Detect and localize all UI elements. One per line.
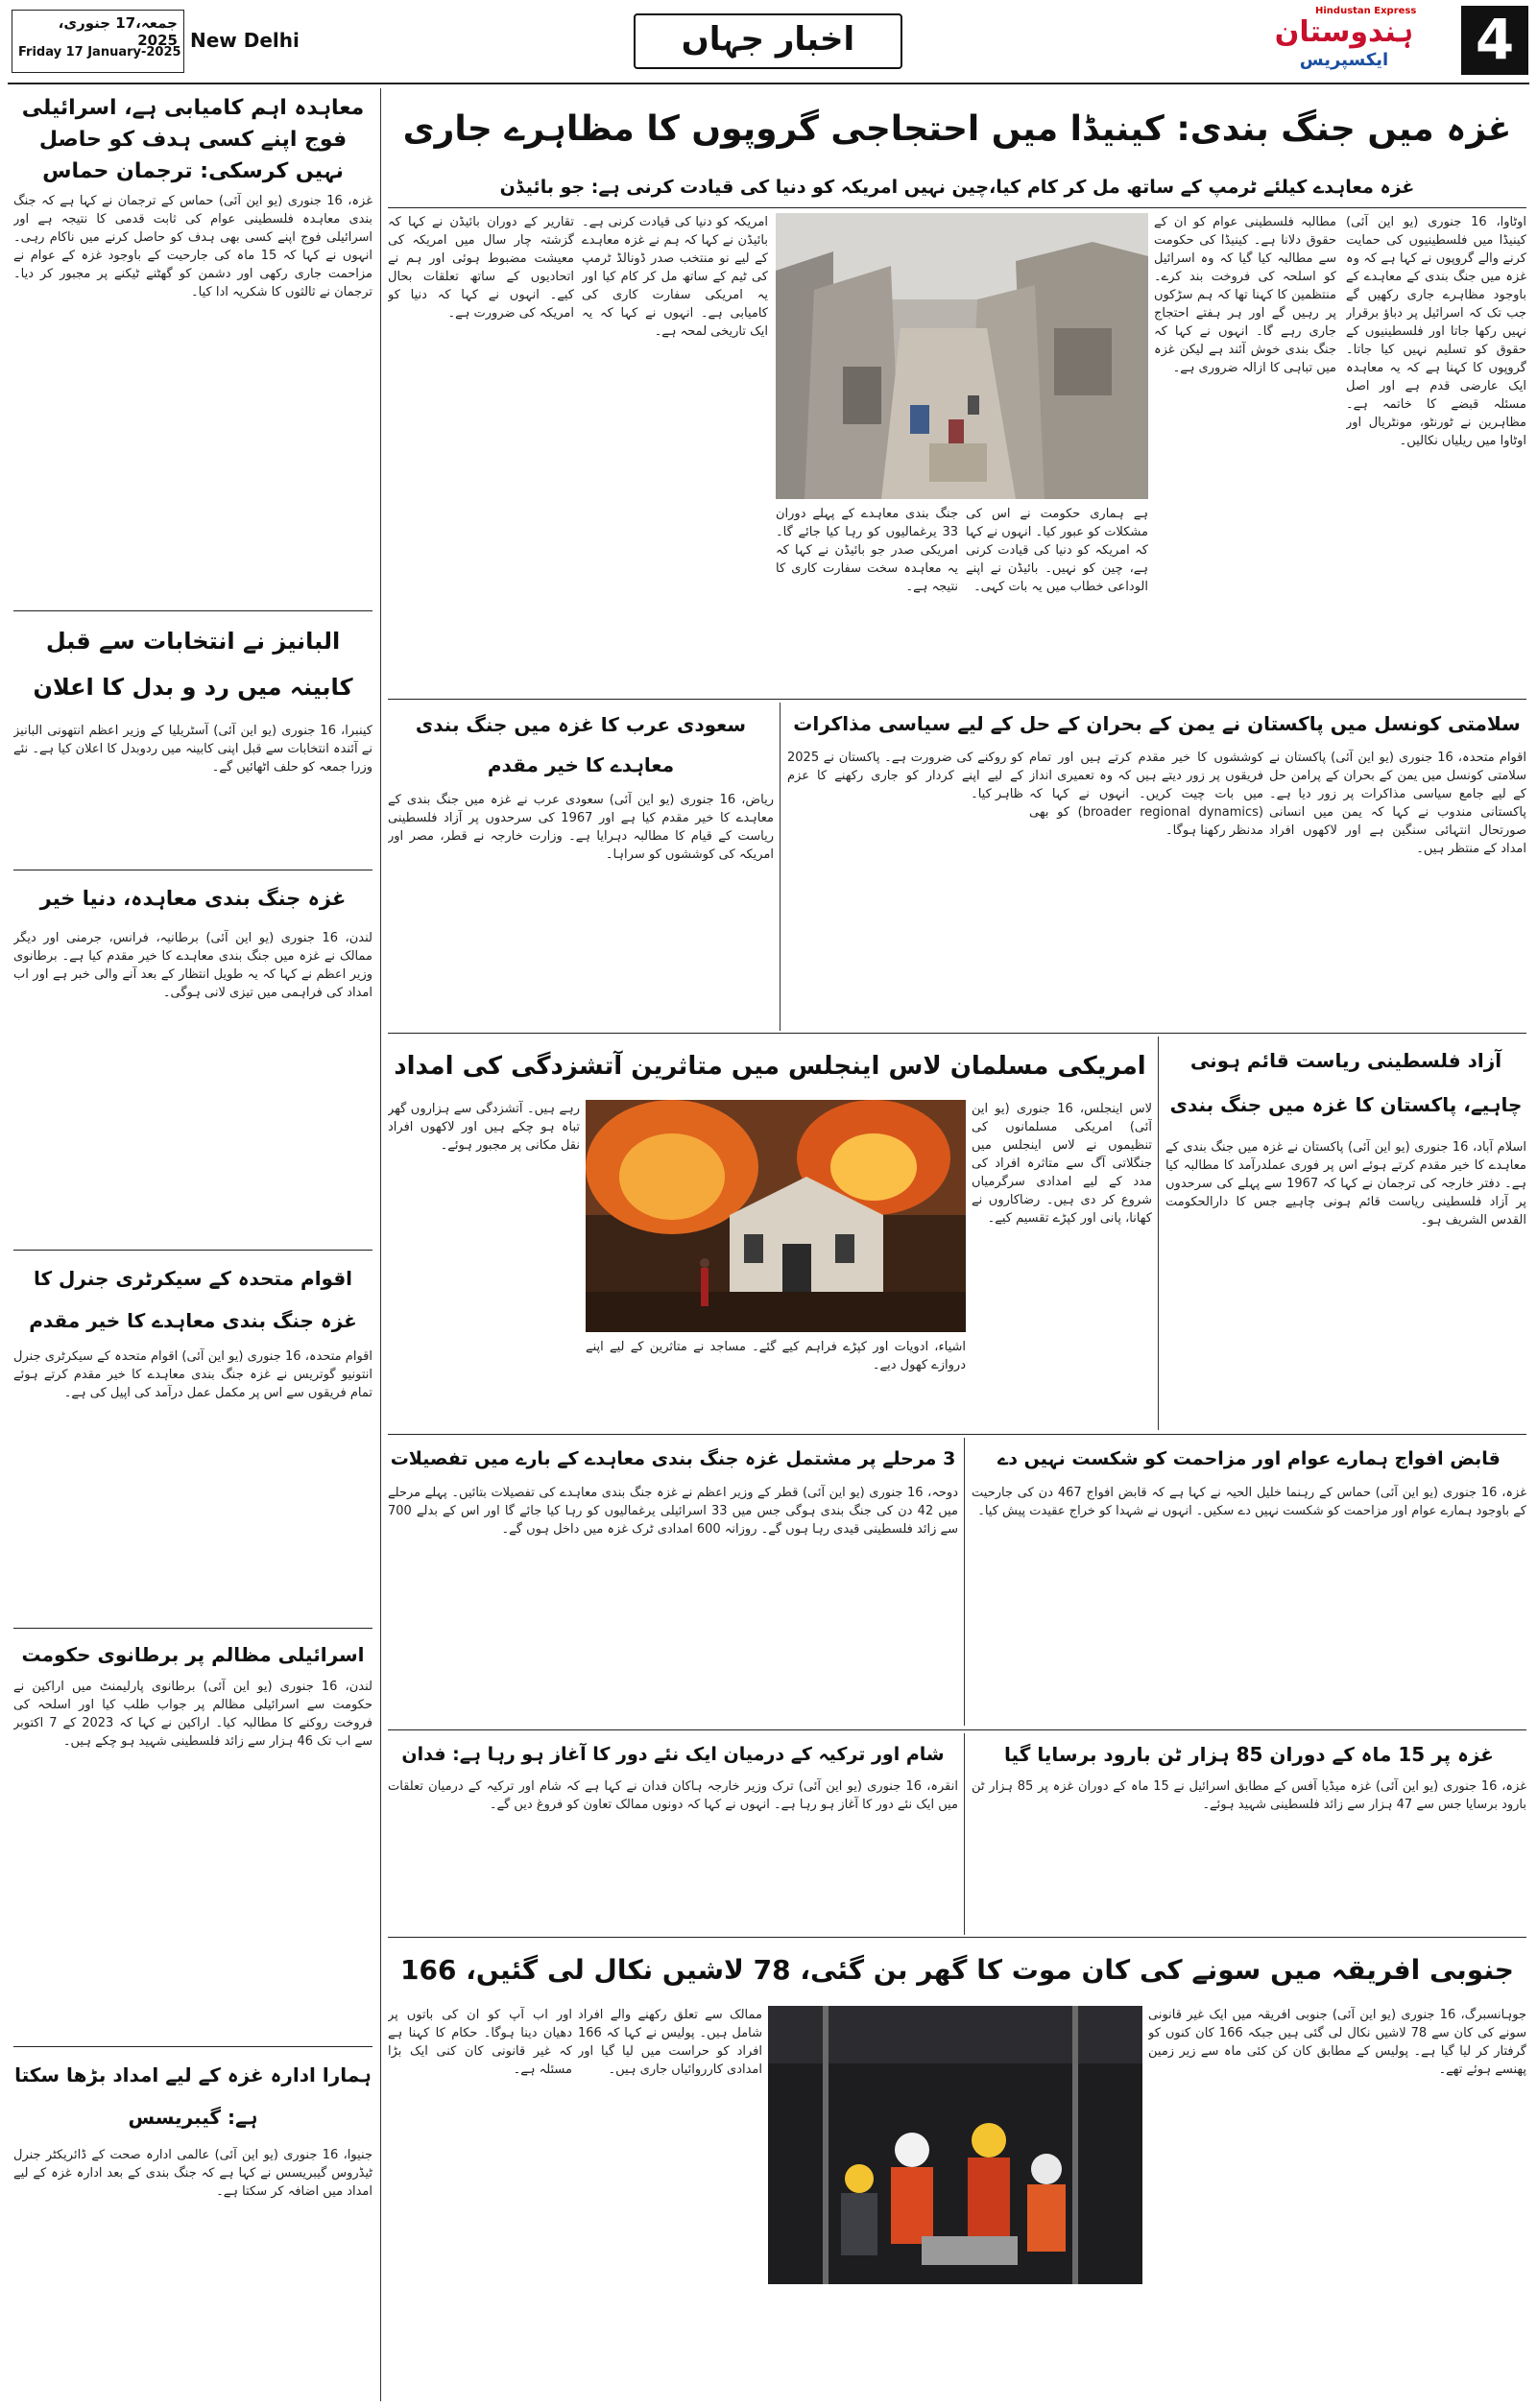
date-urdu: جمعہ،17 جنوری، 2025 <box>58 14 178 49</box>
mine-body-c: اور اب آپ کو ان کی باتوں پر دھیان دینا ہوگا۔ حکام کا کہنا ہے کہ غیر قانونی کان کنی ایک بڑا مسئلہ ہے۔ <box>388 2008 572 2077</box>
ammo-headline: غزہ پر 15 ماہ کے دوران 85 ہزار ٹن بارود برسایا گیا <box>1004 1743 1494 1766</box>
la-fire-photo-graphic <box>586 1100 966 1332</box>
section-title-text: اخبار جہاں <box>681 20 855 59</box>
mine-rescue-photo <box>768 2006 1142 2284</box>
mine-rescue-photo-graphic <box>768 2006 1142 2284</box>
deal-details-body: دوحہ، 16 جنوری (یو این آئی) قطر کے وزیر اعظم نے غزہ جنگ بندی معاہدے کی تفصیلات بتائیں۔ پہلے مرحلے میں 42 دن کی جنگ بندی ہوگی جس میں 33 اسرائیلی یرغمالیوں کو رہا کیا جائے گا اور اس کے بدلے 700 سے زائد فلسطینی قیدی رہا ہوں گے۔ روزانہ 600 امدادی ٹرک غزہ میں داخل ہوں گے۔ <box>388 1486 958 1537</box>
story4-headline: اقوام متحدہ کے سیکرٹری جنرل کا غزہ جنگ بندی معاہدے کا خیر مقدم <box>29 1267 357 1332</box>
la-fires-headline: امریکی مسلمان لاس اینجلس میں متاثرین آتشزدگی کی امداد <box>394 1052 1146 1081</box>
lead-col2: مطالبہ فلسطینی عوام کو ان کے حقوق دلانا ہے۔ کینیڈا کی حکومت سے مطالبہ کیا گیا کہ وہ اسرائیل کو اسلحہ کی فروخت بند کرے۔ منتظمین کا کہنا تھا کہ ہم سڑکوں پر رہیں گے اور ہر ہفتے احتجاج جاری رہے گا۔ انہوں نے کہا کہ جنگ بندی خوش آئند ہے لیکن غزہ میں تباہی کا ازالہ ضروری ہے۔ <box>1154 215 1336 375</box>
row3-divider <box>1158 1037 1159 1430</box>
brand-english: Hindustan Express <box>1315 6 1417 16</box>
brand-urdu-top: ہندوستان <box>1274 15 1414 49</box>
pakistan-palestine-body: اسلام آباد، 16 جنوری (یو این آئی) پاکستان نے غزہ میں جنگ بندی کے معاہدے کا خیر مقدم کرتے ہوئے اس پر فوری عملدرآمد کا مطالبہ کیا ہے۔ دفتر خارجہ کی ترجمان نے کہا کہ 1967 سے پہلے کی سرحدوں پر آزاد فلسطینی ریاست قائم ہونی چاہیے جس کا دارالحکومت القدس الشریف ہو۔ <box>1165 1140 1526 1228</box>
story6-body: جنیوا، 16 جنوری (یو این آئی) عالمی ادارہ صحت کے ڈائریکٹر جنرل ٹیڈروس گیبریسس نے کہا ہے کہ جنگ بندی کے بعد ادارہ غزہ کے لیے امداد میں اضافہ کر سکتا ہے۔ <box>13 2148 372 2199</box>
row3-bottom-rule <box>388 1434 1526 1435</box>
mine-body-b: ممالک سے تعلق رکھنے والے افراد شامل ہیں۔ پولیس نے کہا کہ 166 افراد کو حراست میں لیا گیا اور امدادی کارروائیاں جاری ہیں۔ <box>578 2008 762 2077</box>
city-label: New Delhi <box>190 29 300 52</box>
row2-divider <box>780 703 781 1031</box>
story3-headline: غزہ جنگ بندی معاہدہ، دنیا خیر <box>39 887 347 910</box>
date-box <box>12 10 184 73</box>
gaza-street-photo-graphic <box>776 213 1148 499</box>
lead-headline: غزہ میں جنگ بندی: کینیڈا میں احتجاجی گروپوں کا مظاہرے جاری <box>402 109 1512 149</box>
la-body-a: لاس اینجلس، 16 جنوری (یو این آئی) امریکی مسلمانوں کی تنظیموں نے لاس اینجلس میں جنگلاتی آگ سے متاثرہ افراد کی مدد کے لیے امدادی سرگرمیاں شروع کر دی ہیں۔ رضاکاروں نے کھانا، پانی اور کپڑے تقسیم کیے۔ <box>972 1102 1152 1226</box>
story4-body: اقوام متحدہ، 16 جنوری (یو این آئی) اقوام متحدہ کے سیکرٹری جنرل انتونیو گوتریس نے غزہ جنگ بندی معاہدے کا خیر مقدم کرتے ہوئے تمام فریقوں سے اس پر مکمل عمل درآمد کی اپیل کی ہے۔ <box>13 1349 372 1400</box>
lead-sub-rule <box>388 207 1526 208</box>
row4-bottom-rule <box>388 1729 1526 1730</box>
lead-col4: ہے ہماری حکومت نے اس کی مشکلات کو عبور کیا۔ انہوں نے کہا کہ امریکہ کو دنیا کی قیادت کرنی ہے، چین کو نہیں۔ بائیڈن نے اپنے الوداعی خطاب میں یہ بات کہی۔ <box>966 507 1148 594</box>
row4b-divider <box>964 1733 965 1935</box>
story5-body: لندن، 16 جنوری (یو این آئی) برطانوی پارلیمنٹ میں اراکین نے حکومت سے اسرائیلی مظالم پر جواب طلب کیا اور اسلحہ کی فروخت روکنے کا مطالبہ کیا۔ اراکین نے کہا کہ 2023 کے 7 اکتوبر سے اب تک 46 ہزار سے زائد فلسطینی شہید ہو چکے ہیں۔ <box>13 1680 372 1749</box>
hamas-body: غزہ، 16 جنوری (یو این آئی) حماس کے رہنما خلیل الحیہ نے کہا ہے کہ قابض افواج 467 دن کی جارحیت کے باوجود ہمارے عوام اور مزاحمت کو شکست نہیں دے سکیں۔ انہوں نے شہدا کو خراج عقیدت پیش کیا۔ <box>972 1486 1526 1518</box>
lead-col1: اوٹاوا، 16 جنوری (یو این آئی) کینیڈا میں فلسطینیوں کی حمایت کرنے والے گروپوں نے کہا ہے کہ وہ غزہ میں جنگ بندی کے معاہدے کے باوجود مظاہرے جاری رکھیں گے جب تک کہ اسرائیل پر دباؤ برقرار نہیں رکھا جاتا اور فلسطینیوں کے حقوق کو تسلیم نہیں کیا جاتا۔ گروپوں کا کہنا ہے کہ یہ معاہدہ ایک عارضی قدم ہے اور اصل مسئلہ قبضے کا خاتمہ ہے۔ مظاہرین نے ٹورنٹو، مونٹریال اور اوٹاوا میں ریلیاں نکالیں۔ <box>1346 215 1526 448</box>
row4b-bottom-rule <box>388 1937 1526 1938</box>
story3-body: لندن، 16 جنوری (یو این آئی) برطانیہ، فرانس، جرمنی اور دیگر ممالک نے غزہ میں جنگ بندی معاہدے کا خیر مقدم کیا ہے۔ برطانوی وزیر اعظم نے کہا کہ یہ طویل انتظار کے بعد آنے والی خبر ہے اور اب امداد کی فراہمی میں تیزی لانی ہوگی۔ <box>13 931 372 1000</box>
story1-body: غزہ، 16 جنوری (یو این آئی) حماس کے ترجمان نے کہا ہے کہ جنگ بندی معاہدہ فلسطینی عوام کی ثابت قدمی کا نتیجہ ہے اور اسرائیلی فوج اپنے کسی بھی ہدف کو حاصل کرنے میں ناکام رہی۔ انہوں نے کہا کہ 15 ماہ کی جارحیت کے باوجود غزہ کے عوام نے مزاحمت جاری رکھی اور دشمن کو گھٹنے ٹیکنے پر مجبور کر دیا۔ ترجمان نے ثالثوں کا شکریہ ادا کیا۔ <box>13 194 372 299</box>
row4-divider <box>964 1438 965 1726</box>
lead-col6: تقاریر کے دوران بائیڈن نے کہا کہ گزشتہ چار سال میں امریکہ کی معیشت مضبوط ہوئی اور ہم نے اتحادیوں کے ساتھ تعلقات بحال کیے۔ انہوں نے کہا کہ دنیا کو امریکہ کی ضرورت ہے۔ <box>388 215 574 321</box>
brand-logo <box>1248 6 1450 75</box>
pakistan-palestine-headline: آزاد فلسطینی ریاست قائم ہونی چاہیے، پاکستان کا غزہ میں جنگ بندی <box>1169 1049 1523 1116</box>
la-body-c: رہے ہیں۔ آتشزدگی سے ہزاروں گھر تباہ ہو چکے ہیں اور لاکھوں افراد نقل مکانی پر مجبور ہوئے۔ <box>388 1102 580 1153</box>
deal-details-headline: 3 مرحلے پر مشتمل غزہ جنگ بندی معاہدے کے بارے میں تفصیلات <box>390 1448 956 1469</box>
story5-divider <box>13 2046 372 2047</box>
section-title <box>634 13 902 69</box>
story6-headline: ہمارا ادارہ غزہ کے لیے امداد بڑھا سکتا ہے: گیبریسس <box>14 2063 372 2129</box>
row2-bottom-rule <box>388 1033 1526 1034</box>
yemen-body-c: کو روکنے کی ضرورت ہے۔ پاکستان نے 2025 کے لیے اپنے کردار کو جاری رکھنے کا عزم ظاہر کیا۔ <box>787 751 1023 801</box>
lead-bottom-rule <box>388 699 1526 700</box>
lead-col3: جنگ بندی معاہدے کے پہلے دوران 33 یرغمالیوں کو رہا کیا جائے گا۔ امریکی صدر جو بائیڈن نے کہا کہ یہ معاہدہ سخت سفارت کاری کا نتیجہ ہے۔ <box>776 507 958 594</box>
story5-headline: اسرائیلی مظالم پر برطانوی حکومت <box>21 1643 365 1666</box>
mine-body-a: جوہانسبرگ، 16 جنوری (یو این آئی) جنوبی افریقہ میں ایک غیر قانونی سونے کی کان سے 78 لاشیں نکال لی گئی ہیں جبکہ 166 کان کنوں کو گرفتار کر لیا گیا ہے۔ پولیس کے مطابق کان کن کئی ماہ سے زیر زمین پھنسے ہوئے تھے۔ <box>1148 2008 1526 2077</box>
story3-divider <box>13 1250 372 1251</box>
yemen-body-b: کوششوں کا خیر مقدم کرتے ہیں اور تمام فریقوں پر زور دیتے ہیں کہ وہ تعمیری انداز میں بات چیت کریں۔ انہوں نے کہا کہ (broader regional dynamics) کو بھی مدنظر رکھنا ہوگا۔ <box>1029 751 1263 838</box>
la-fire-photo <box>586 1100 966 1332</box>
masthead-rule <box>8 83 1529 84</box>
yemen-headline: سلامتی کونسل میں پاکستان نے یمن کے بحران کے حل کے لیے سیاسی مذاکرات <box>793 712 1521 735</box>
syria-turkey-body: انقرہ، 16 جنوری (یو این آئی) ترک وزیر خارجہ ہاکان فدان نے کہا ہے کہ شام اور ترکیہ کے درمیان تعلقات میں ایک نئے دور کا آغاز ہو رہا ہے۔ انہوں نے کہا کہ دونوں ممالک تعاون کو فروغ دیں گے۔ <box>388 1779 958 1812</box>
saudi-headline: سعودی عرب کا غزہ میں جنگ بندی معاہدے کا خیر مقدم <box>415 713 747 776</box>
story1-headline: معاہدہ اہم کامیابی ہے، اسرائیلی فوج اپنے کسی ہدف کو حاصل نہیں کرسکی: ترجمان حماس <box>21 96 365 183</box>
mine-headline: جنوبی افریقہ میں سونے کی کان موت کا گھر بن گئی، 78 لاشیں نکال لی گئیں، 166 <box>400 1954 1514 1986</box>
yemen-body-a: اقوام متحدہ، 16 جنوری (یو این آئی) پاکستان نے سلامتی کونسل میں یمن کے بحران کے پرامن حل کے لیے جامع سیاسی مذاکرات پر زور دیا ہے۔ پاکستانی مندوب نے کہا کہ یمن میں انسانی صورتحال انتہائی سنگین ہے اور لاکھوں افراد امداد کے منتظر ہیں۔ <box>1269 751 1526 856</box>
story4-divider <box>13 1628 372 1629</box>
ammo-body: غزہ، 16 جنوری (یو این آئی) غزہ میڈیا آفس کے مطابق اسرائیل نے 15 ماہ کے دوران غزہ پر 85 ہزار ٹن بارود برسایا جس سے 47 ہزار سے زائد فلسطینی شہید ہوئے۔ <box>972 1779 1526 1812</box>
hamas-headline: قابض افواج ہمارے عوام اور مزاحمت کو شکست نہیں دے <box>997 1448 1501 1469</box>
gaza-street-photo <box>776 213 1148 499</box>
lead-subheadline: غزہ معاہدے کیلئے ٹرمپ کے ساتھ مل کر کام کیا،چین نہیں امریکہ کو دنیا کی قیادت کرنی ہے: جو بائیڈن <box>499 177 1415 198</box>
brand-urdu-bottom: ایکسپریس <box>1299 50 1389 70</box>
saudi-body: ریاض، 16 جنوری (یو این آئی) سعودی عرب نے غزہ میں جنگ بندی کے معاہدے کا خیر مقدم کیا ہے اور 1967 کی سرحدوں پر آزاد فلسطینی ریاست کے قیام کا مطالبہ دہرایا ہے۔ وزارت خارجہ نے قطر، مصر اور امریکہ کی کوششوں کو سراہا۔ <box>388 793 774 862</box>
page-number: 4 <box>1461 6 1528 75</box>
story2-headline: البانیز نے انتخابات سے قبل کابینہ میں رد و بدل کا اعلان <box>33 628 353 701</box>
story2-body: کینبرا، 16 جنوری (یو این آئی) آسٹریلیا کے وزیر اعظم انتھونی البانیز نے آئندہ انتخابات سے قبل اپنی کابینہ میں ردوبدل کا اعلان کیا ہے۔ نئے وزرا جمعہ کو حلف اٹھائیں گے۔ <box>13 724 372 775</box>
left-column-divider <box>380 88 381 2401</box>
la-body-b: اشیاء، ادویات اور کپڑے فراہم کیے گئے۔ مساجد نے متاثرین کے لیے اپنے دروازے کھول دیے۔ <box>586 1340 966 1372</box>
date-english: Friday 17 January-2025 <box>18 45 181 60</box>
syria-turkey-headline: شام اور ترکیہ کے درمیان ایک نئے دور کا آغاز ہو رہا ہے: فدان <box>401 1744 945 1765</box>
story1-divider <box>13 610 372 611</box>
lead-col5: امریکہ کو دنیا کی قیادت کرنی ہے۔ بائیڈن نے کہا کہ ہم نے غزہ معاہدے کے لیے نو منتخب صدر ڈونالڈ ٹرمپ کی ٹیم کے ساتھ مل کر کام کیا اور یہ امریکی سفارت کاری کی کامیابی ہے۔ انہوں نے کہا کہ یہ ایک تاریخی لمحہ ہے۔ <box>582 215 768 339</box>
